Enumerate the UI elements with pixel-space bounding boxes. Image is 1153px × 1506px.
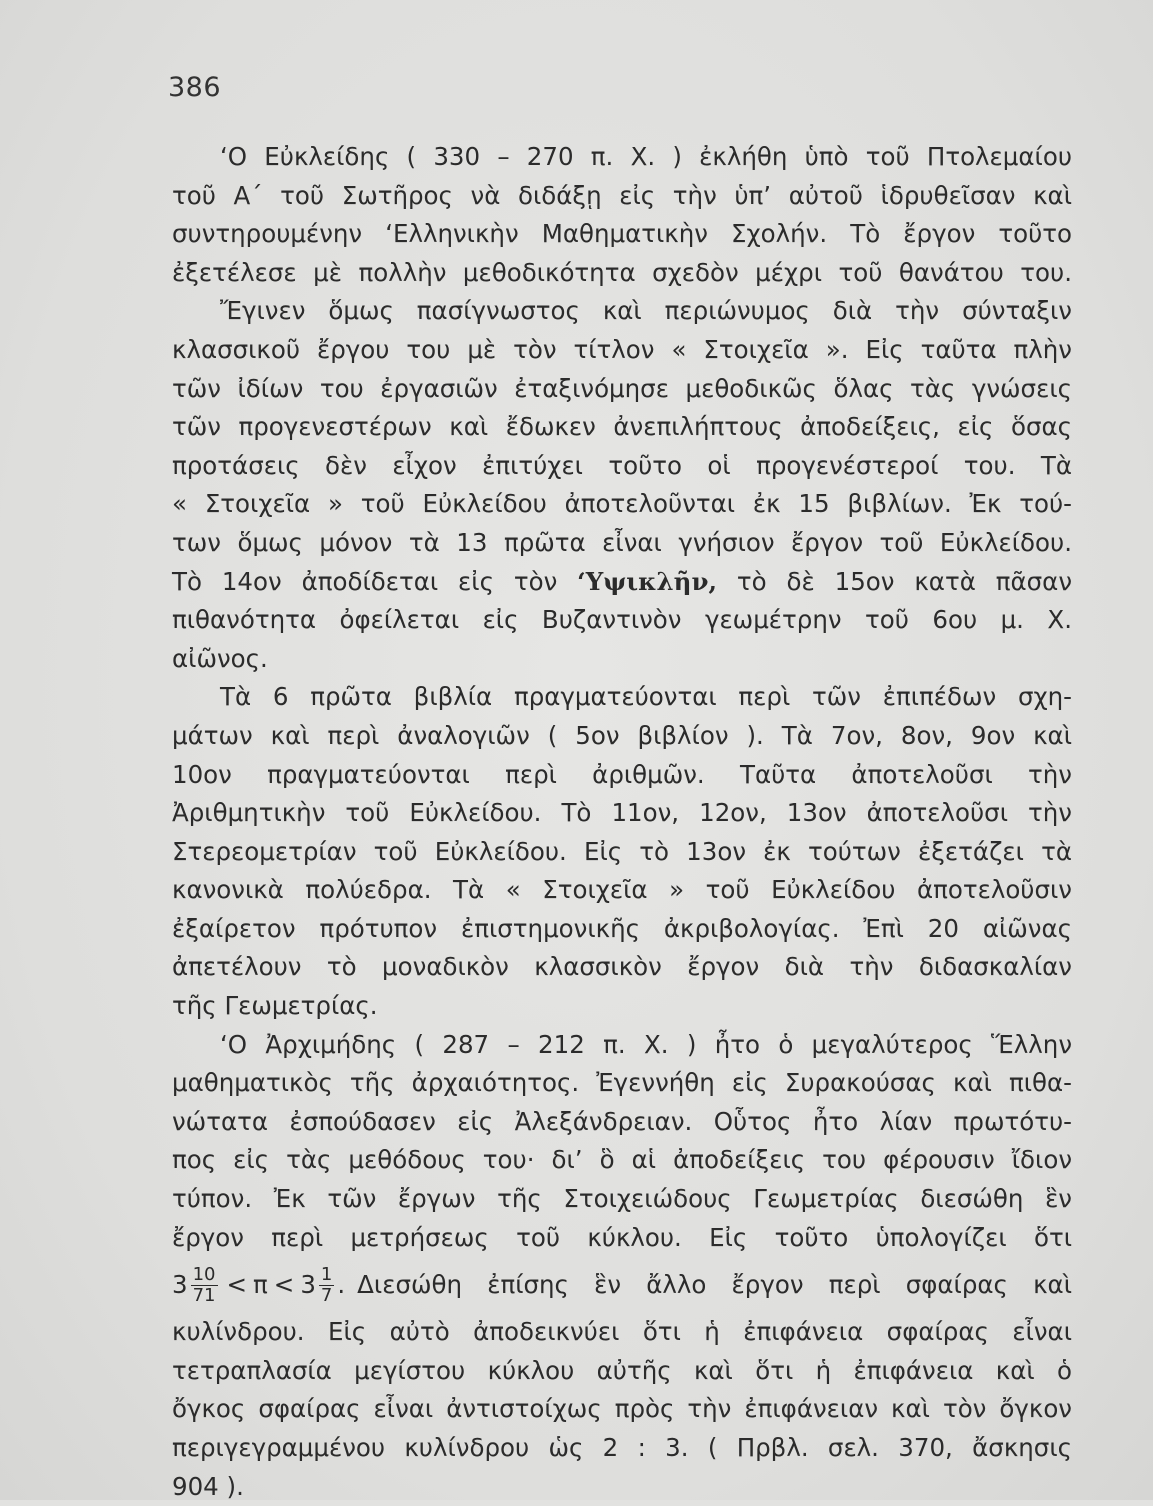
less-than-symbol: <: [226, 1270, 248, 1300]
text-line: τοῦ Α΄ τοῦ Σωτῆρος νὰ διδάξῃ εἰς τὴν ὑπ’ αὐτοῦ ἱδρυθεῖσαν καὶ: [172, 180, 1072, 210]
period: .: [337, 1270, 346, 1300]
less-than-symbol: <: [273, 1270, 295, 1300]
text-segment: Διεσώθη ἐπίσης ἓν ἄλλο ἔργον περὶ σφαίρας καὶ: [357, 1270, 1072, 1300]
text-line: « Στοιχεῖα » τοῦ Εὐκλείδου ἀποτελοῦνται ἐκ 15 βιβλίων. Ἐκ τού-: [172, 489, 1072, 519]
text-line: 904 ).: [172, 1471, 244, 1501]
text-line: ‘Ο Εὐκλείδης ( 330 – 270 π. Χ. ) ἐκλήθη ὑπὸ τοῦ Πτολεμαίου: [220, 142, 1072, 171]
text-line: τύπον. Ἐκ τῶν ἔργων τῆς Στοιχειώδους Γεωμετρίας διεσώθη ἓν: [172, 1184, 1072, 1214]
fraction-numerator: 10: [192, 1263, 216, 1285]
text-line: ἀπετέλουν τὸ μοναδικὸν κλασσικὸν ἔργον διὰ τὴν διδασκαλίαν: [172, 952, 1072, 982]
fraction-10-71: [191, 1265, 218, 1306]
text-line: ‘Ο Ἀρχιμήδης ( 287 – 212 π. Χ. ) ἦτο ὁ μεγαλύτερος Ἕλλην: [220, 1029, 1072, 1059]
text-line: μάτων καὶ περὶ ἀναλογιῶν ( 5ον βιβλίον ). Τὰ 7ον, 8ον, 9ον καὶ: [172, 720, 1072, 750]
text-line: Ἀριθμητικὴν τοῦ Εὐκλείδου. Τὸ 11ον, 12ον, 13ον ἀποτελοῦσι τὴν: [172, 798, 1072, 828]
bold-name-hypsicles: ‘Υψικλῆν,: [577, 566, 717, 596]
text-line: τετραπλασία μεγίστου κύκλου αὐτῆς καὶ ὅτι ἡ ἐπιφάνεια καὶ ὁ: [172, 1355, 1072, 1385]
text-line: τῶν ἰδίων του ἐργασιῶν ἐταξινόμησε μεθοδικῶς ὅλας τὰς γνώσεις: [172, 373, 1072, 403]
fraction-denominator: 7: [320, 1284, 333, 1306]
text-segment: Τὸ 14ον ἀποδίδεται εἰς τὸν: [172, 566, 558, 596]
pi-inequality-line: [172, 1257, 1072, 1313]
text-line: αἰῶνος.: [172, 643, 268, 673]
text-line: περιγεγραμμένου κυλίνδρου ὡς 2 : 3. ( Πρβλ. σελ. 370, ἄσκησις: [172, 1433, 1072, 1462]
text-line: τῆς Γεωμετρίας.: [172, 991, 378, 1021]
fraction-1-7: [319, 1265, 334, 1306]
text-line: ἔργον περὶ μετρήσεως τοῦ κύκλου. Εἰς τοῦτο ὑπολογίζει ὅτι: [172, 1222, 1072, 1252]
page-number: 386: [168, 72, 222, 103]
text-line: νώτατα ἐσπούδασεν εἰς Ἀλεξάνδρειαν. Οὗτος ἦτο λίαν πρωτότυ-: [172, 1106, 1072, 1136]
fraction-numerator: 1: [320, 1263, 333, 1285]
text-line: κανονικὰ πολύεδρα. Τὰ « Στοιχεῖα » τοῦ Εὐκλείδου ἀποτελοῦσιν: [172, 875, 1072, 905]
text-line: μαθηματικὸς τῆς ἀρχαιότητος. Ἐγεννήθη εἰς Συρακούσας καὶ πιθα-: [172, 1068, 1072, 1098]
text-line: ἐξαίρετον πρότυπον ἐπιστημονικῆς ἀκριβολογίας. Ἐπὶ 20 αἰῶνας: [172, 913, 1072, 943]
body-text: [172, 138, 1072, 1506]
text-line: πος εἰς τὰς μεθόδους του· δι’ ὃ αἱ ἀποδείξεις του φέρουσιν ἴδιον: [172, 1145, 1072, 1175]
text-line: ἐξετέλεσε μὲ πολλὴν μεθοδικότητα σχεδὸν μέχρι τοῦ θανάτου του.: [172, 257, 1072, 287]
text-line: κυλίνδρου. Εἰς αὐτὸ ἀποδεικνύει ὅτι ἡ ἐπιφάνεια σφαίρας εἶναι: [172, 1317, 1072, 1347]
text-line: Ἔγινεν ὅμως πασίγνωστος καὶ περιώνυμος διὰ τὴν σύνταξιν: [220, 296, 1072, 326]
text-line: συντηρουμένην ‘Ελληνικὴν Μαθηματικὴν Σχολήν. Τὸ ἔργον τοῦτο: [172, 219, 1072, 249]
text-line: 10ον πραγματεύονται περὶ ἀριθμῶν. Ταῦτα ἀποτελοῦσι τὴν: [172, 759, 1072, 789]
text-line: Στερεομετρίαν τοῦ Εὐκλείδου. Εἰς τὸ 13ον ἐκ τούτων ἐξετάζει τὰ: [172, 836, 1072, 866]
text-line: τῶν προγενεστέρων καὶ ἔδωκεν ἀνεπιλήπτους ἀποδείξεις, εἰς ὅσας: [172, 412, 1072, 442]
text-line: των ὅμως μόνον τὰ 13 πρῶτα εἶναι γνήσιον ἔργον τοῦ Εὐκλείδου.: [172, 527, 1072, 557]
text-line: πιθανότητα ὀφείλεται εἰς Βυζαντινὸν γεωμέτρην τοῦ 6ου μ. Χ.: [172, 605, 1072, 635]
text-line: Τὰ 6 πρῶτα βιβλία πραγματεύονται περὶ τῶν ἐπιπέδων σχη-: [220, 682, 1072, 712]
text-line: ὄγκος σφαίρας εἶναι ἀντιστοίχως πρὸς τὴν ἐπιφάνειαν καὶ τὸν ὄγκον: [172, 1394, 1072, 1424]
pi-symbol: π: [253, 1270, 268, 1300]
fraction-denominator: 71: [192, 1284, 216, 1306]
whole-number: 3: [300, 1270, 316, 1300]
text-segment: τὸ δὲ 15ον κατὰ πᾶσαν: [736, 566, 1072, 596]
text-line: προτάσεις δὲν εἶχον ἐπιτύχει τοῦτο οἱ προγενέστεροί του. Τὰ: [172, 450, 1072, 480]
text-line-mixed: [172, 563, 1072, 602]
text-line: κλασσικοῦ ἔργου του μὲ τὸν τίτλον « Στοιχεῖα ». Εἰς ταῦτα πλὴν: [172, 334, 1072, 364]
whole-number: 3: [172, 1270, 188, 1300]
